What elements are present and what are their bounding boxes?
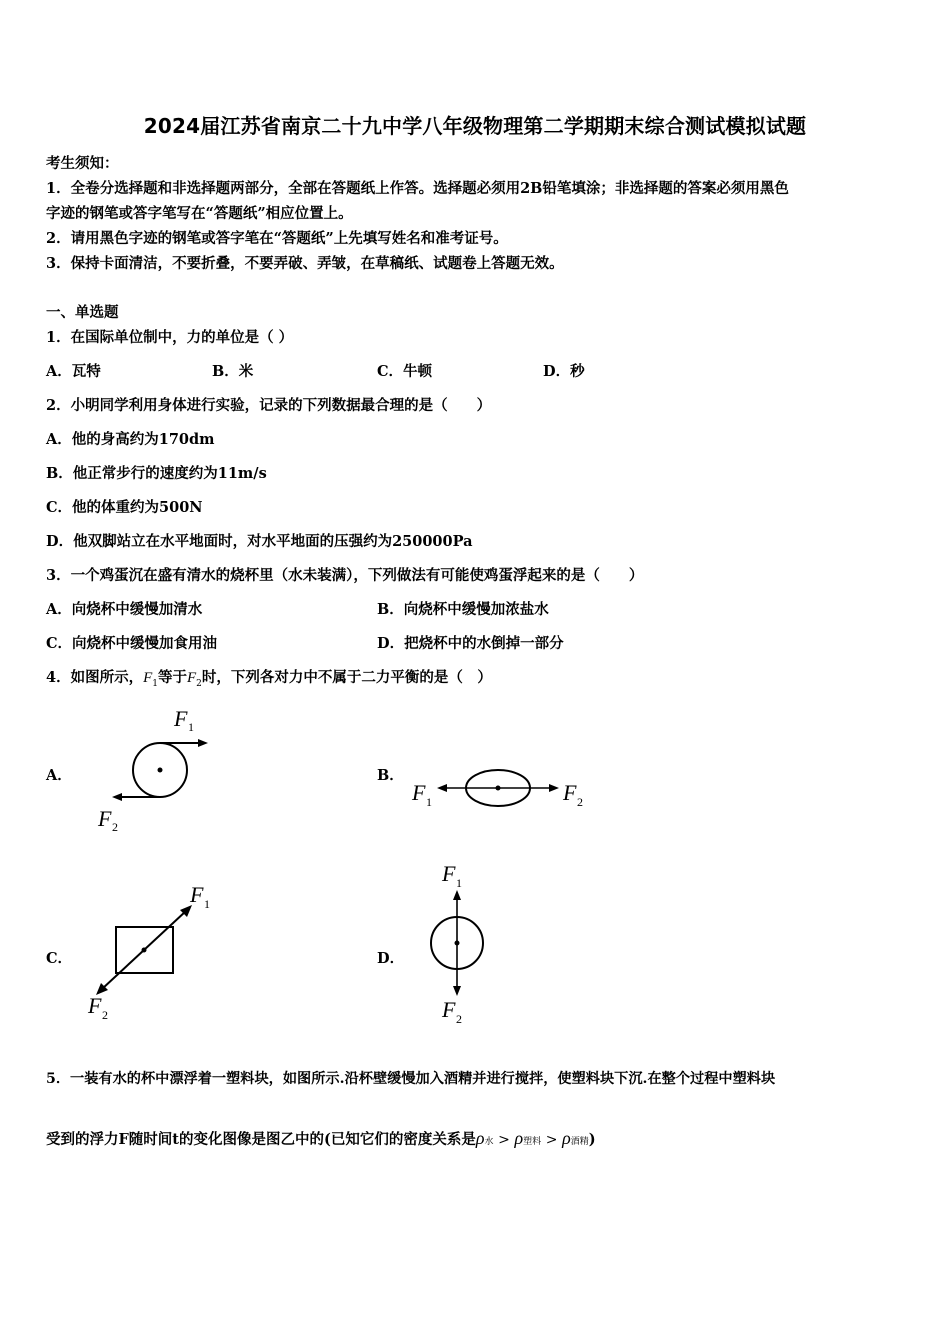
question-3-stem: 3．一个鸡蛋沉在盛有清水的烧杯里（水未装满），下列做法有可能使鸡蛋浮起来的是（ ） (46, 567, 644, 584)
q4-f1-subscript: 1 (152, 678, 158, 689)
q4-label-c: C． (46, 950, 73, 967)
notice-item-3: 3．保持卡面清洁，不要折叠，不要弄破、弄皱，在草稿纸、试题卷上答题无效。 (46, 255, 564, 272)
question-1-stem: 1．在国际单位制中，力的单位是（ ） (46, 329, 294, 346)
figure-d-f1-letter: F (442, 861, 456, 886)
q3-option-a: A．向烧杯中缓慢加清水 (46, 601, 203, 618)
q4-stem-mid: 等于 (158, 669, 187, 686)
question-5-line-1: 5．一装有水的杯中漂浮着一塑料块，如图所示.沿杯壁缓慢加入酒精并进行搅拌，使塑料块下沉.在整个过程中塑料块 (46, 1071, 776, 1087)
q3-option-c: C．向烧杯中缓慢加食用油 (46, 635, 218, 652)
figure-a-force-1-arrowhead (198, 739, 208, 747)
figure-d-f1-subscript: 1 (456, 876, 462, 890)
rho-plastic-symbol: ρ (514, 1128, 524, 1148)
q3-option-d: D．把烧杯中的水倒掉一部分 (377, 635, 564, 652)
figure-a-f1-letter: F (174, 706, 188, 731)
figure-a-f2-subscript: 2 (112, 820, 118, 834)
q5-close-paren: ) (588, 1131, 596, 1148)
q4-figure-c (80, 875, 230, 1030)
figure-d-f2-letter: F (442, 997, 456, 1022)
q1-option-c: C．牛顿 (377, 363, 433, 380)
figure-b-f1-subscript: 1 (426, 795, 432, 809)
figure-a-f1-subscript: 1 (188, 720, 194, 734)
q4-figure-d (425, 855, 505, 1030)
question-2-stem: 2．小明同学利用身体进行实验，记录的下列数据最合理的是（ ） (46, 397, 492, 414)
q1-option-a: A．瓦特 (46, 363, 101, 380)
q4-f2-symbol: F (187, 670, 197, 686)
figure-c-f1-letter: F (190, 882, 204, 907)
q4-stem-post: 时，下列各对力中不属于二力平衡的是（ ） (201, 669, 492, 686)
figure-a-force-2-arrowhead (112, 793, 122, 801)
figure-c-f2-subscript: 2 (102, 1008, 108, 1022)
page-title: 2024届江苏省南京二十九中学八年级物理第二学期期末综合测试模拟试题 (143, 114, 807, 138)
section-heading: 一、单选题 (46, 304, 119, 321)
figure-a-f2-letter: F (98, 806, 112, 831)
q4-stem-pre: 4．如图所示， (46, 669, 144, 686)
q1-option-b: B．米 (212, 363, 254, 380)
notice-item-1-cont: 字迹的钢笔或答字笔写在“答题纸”相应位置上。 (46, 205, 353, 222)
q1-option-d: D．秒 (543, 363, 585, 380)
figure-b-f2-subscript: 2 (577, 795, 583, 809)
figure-b-f2-letter: F (563, 780, 577, 805)
figure-c-force-2-arrow (102, 950, 144, 989)
greater-than-2: > (545, 1132, 558, 1148)
rho-alcohol-symbol: ρ (562, 1128, 571, 1148)
figure-a-center-dot (158, 768, 163, 773)
q4-label-a: A． (46, 767, 72, 784)
q2-option-a: A．他的身高约为170dm (46, 431, 215, 448)
figure-d-force-2-arrowhead (453, 986, 461, 996)
q4-figure-b (410, 755, 600, 815)
q4-f1-symbol: F (143, 670, 153, 686)
notice-item-1: 1．全卷分选择题和非选择题两部分，全部在答题纸上作答。选择题必须用2B铅笔填涂；非选择题的答案必须用黑色 (46, 180, 789, 197)
q3-option-b: B．向烧杯中缓慢加浓盐水 (377, 601, 549, 618)
figure-c-force-1-arrow (144, 911, 186, 950)
question-4-stem (46, 666, 492, 689)
q5-line-2-text: 受到的浮力F随时间t的变化图像是图乙中的(已知它们的密度关系是 (46, 1131, 476, 1148)
question-5-line-2 (46, 1128, 596, 1149)
figure-c-f2-letter: F (88, 993, 102, 1018)
q2-option-c: C．他的体重约为500N (46, 499, 203, 516)
notice-heading: 考生须知： (46, 155, 119, 172)
figure-d-f2-subscript: 2 (456, 1012, 462, 1026)
greater-than-1: > (498, 1132, 510, 1148)
q4-f2-subscript: 2 (196, 678, 202, 689)
notice-item-2: 2．请用黑色字迹的钢笔或答字笔在“答题纸”上先填写姓名和准考证号。 (46, 230, 508, 247)
figure-c-f1-subscript: 1 (204, 897, 210, 911)
rho-water-subscript: 水 (484, 1137, 494, 1147)
q4-label-b: B． (377, 767, 404, 784)
rho-plastic-subscript: 塑料 (523, 1137, 542, 1147)
figure-b-force-1-arrowhead (437, 784, 447, 792)
q4-label-d: D． (377, 950, 405, 967)
figure-b-f1-letter: F (412, 780, 426, 805)
rho-water-symbol: ρ (475, 1128, 485, 1148)
q2-option-b: B．他正常步行的速度约为11m/s (46, 465, 267, 482)
q2-option-d: D．他双脚站立在水平地面时，对水平地面的压强约为250000Pa (46, 533, 473, 550)
rho-alcohol-subscript: 酒精 (570, 1137, 589, 1147)
q4-figure-a (90, 700, 230, 845)
figure-b-force-2-arrowhead (549, 784, 559, 792)
figure-d-force-1-arrowhead (453, 890, 461, 900)
